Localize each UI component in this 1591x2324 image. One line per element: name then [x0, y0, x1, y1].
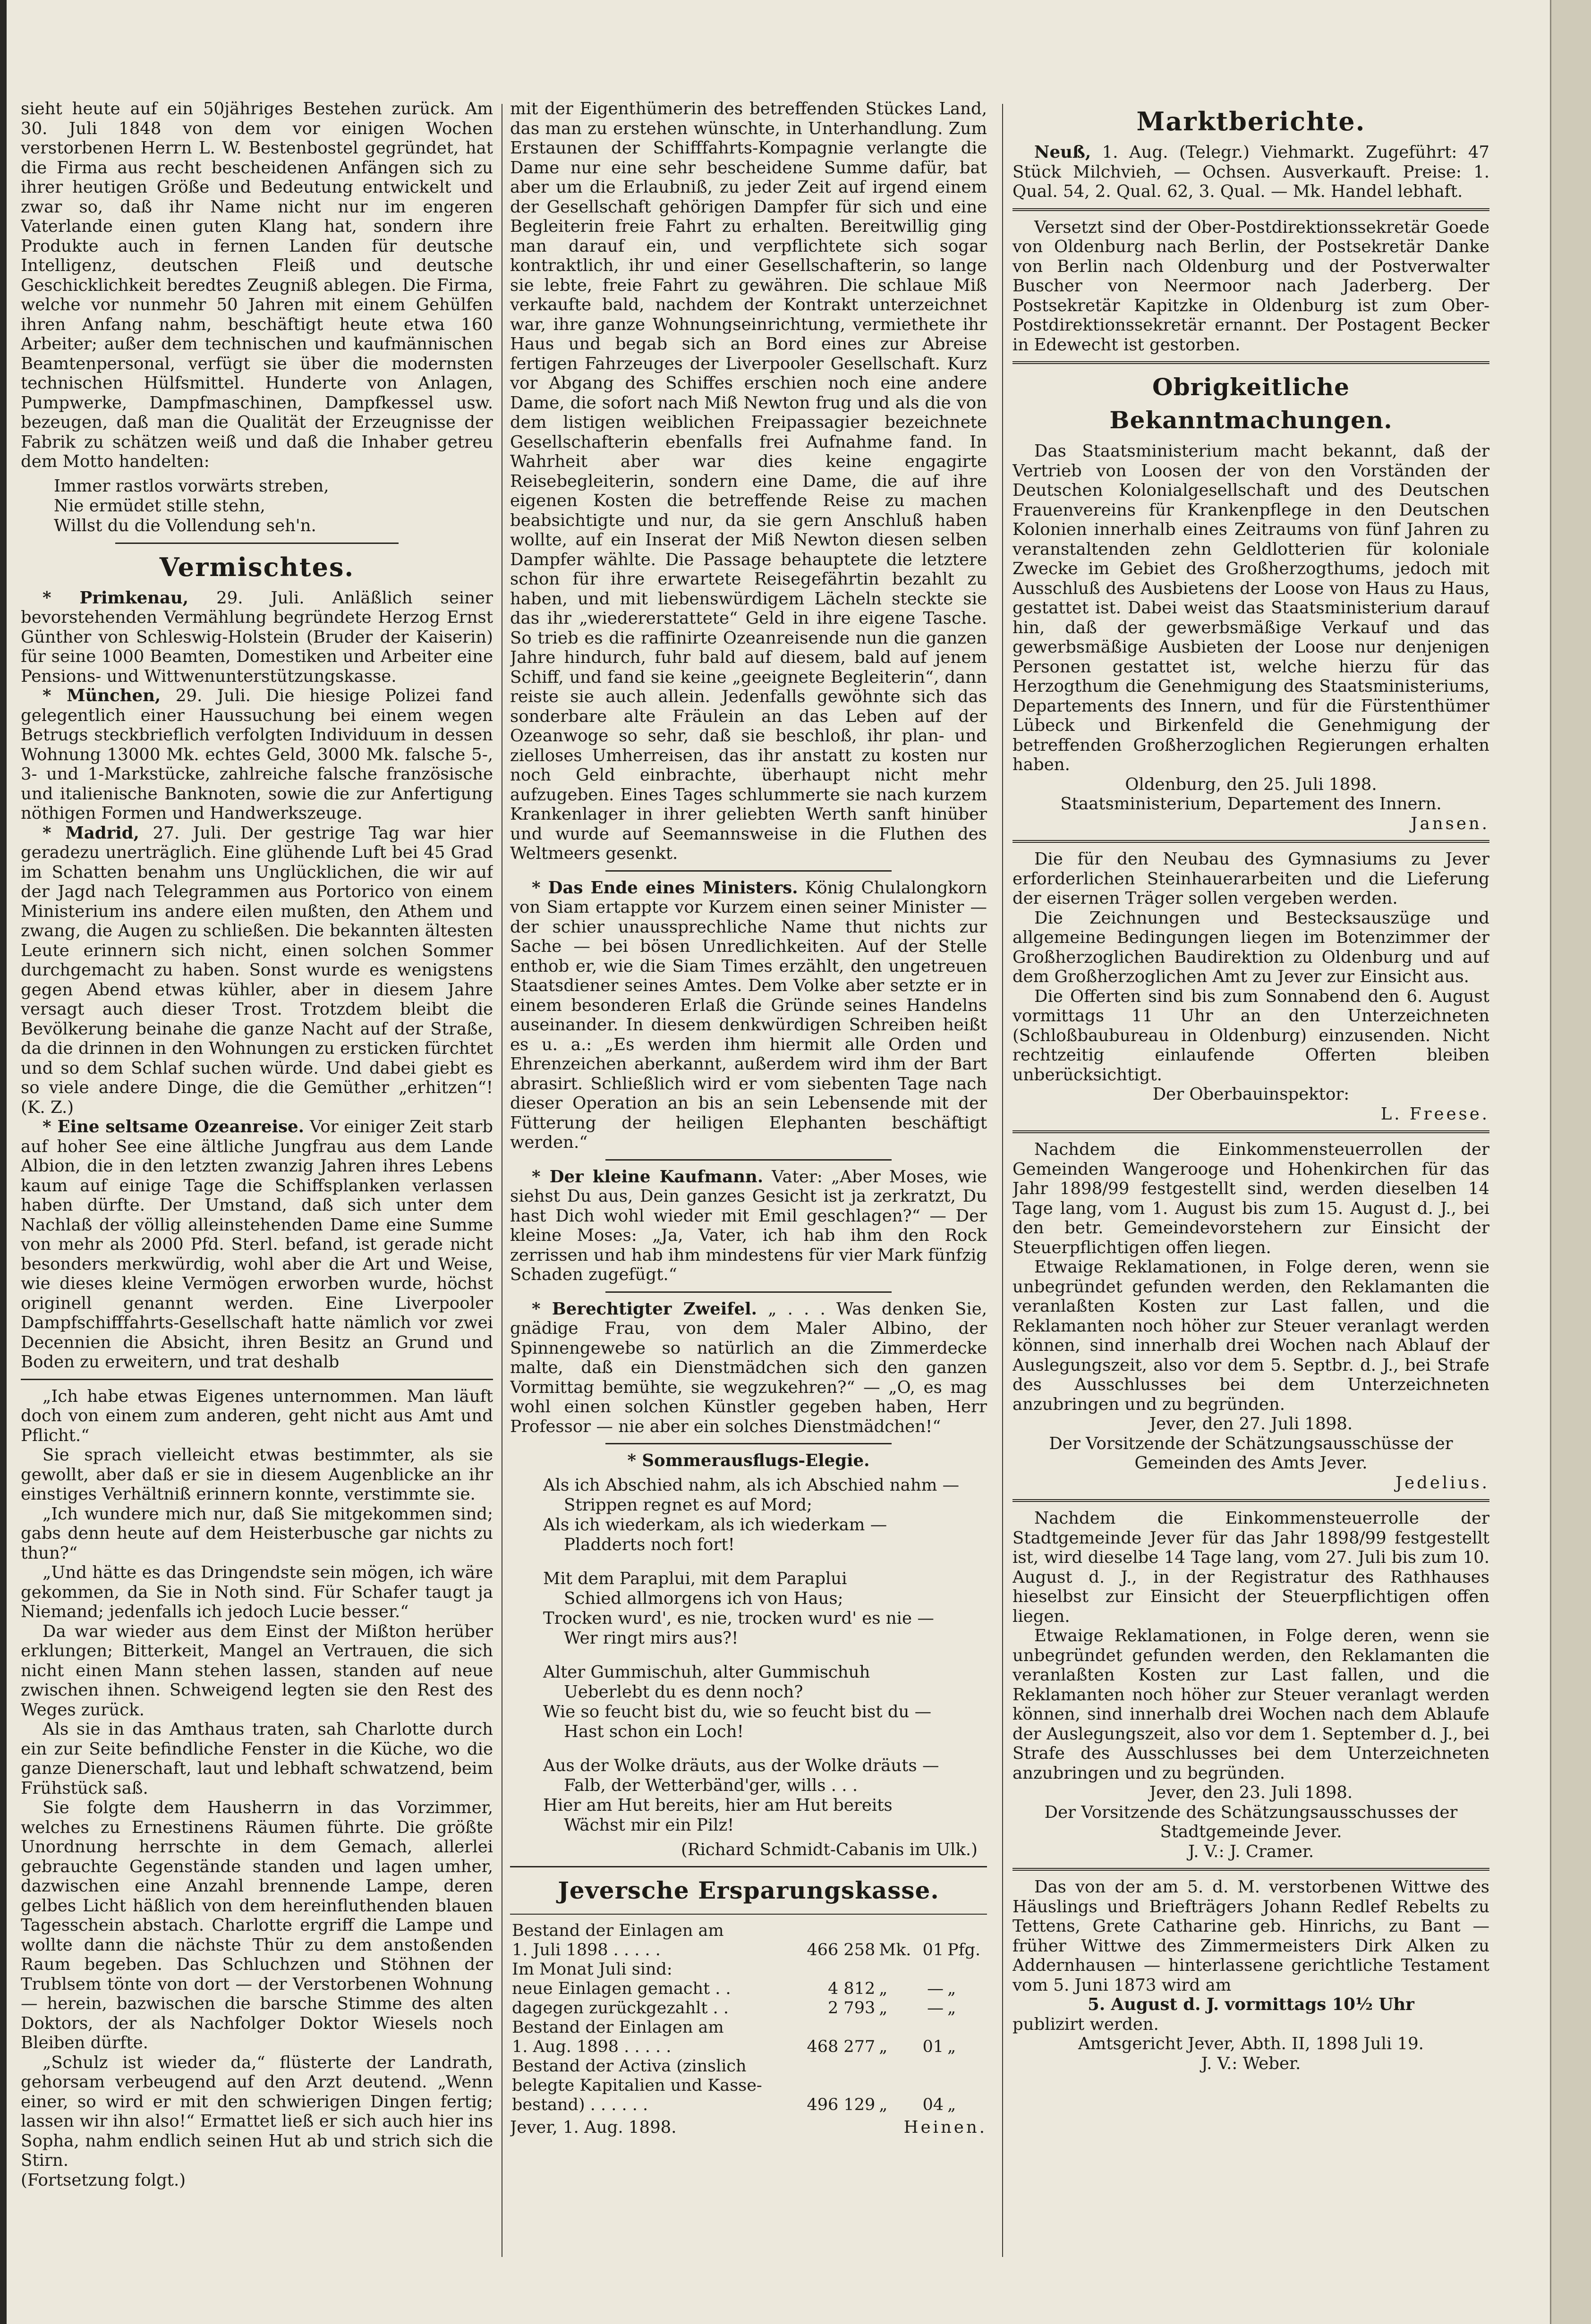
novel-paragraph: „Ich wundere mich nur, daß Sie mitgekommen sind; gabs denn heute auf dem Heisterbusche gar nichts zu thun?“: [21, 1504, 493, 1563]
novel-paragraph: „Und hätte es das Dringendste sein mögen, ich wäre gekommen, da Sie in Noth sind. Für Schafer taugt ja Niemand; jedenfalls ich jedoch Lucie besser.“: [21, 1563, 493, 1621]
table-row: [510, 2057, 987, 2076]
table-row: [510, 1960, 987, 1979]
news-item-place: * Madrid,: [43, 823, 139, 843]
row-pfennig: [918, 1921, 945, 1941]
row-unit2: „: [947, 2037, 956, 2056]
column-3: [1012, 99, 1489, 2252]
row-pfennig: [918, 2057, 945, 2076]
news-item-text: „ . . . Was denken Sie, gnädige Frau, von dem Maler Albino, der Spinnengewebe so natürlich an die Zimmerdecke malte, daß ein Dienstmädchen sich den ganzen Vormittag bemühte, sie wegzukehren?“ — „O, es mag wohl einen solchen Künstler gegeben haben, Herr Professor — nie aber ein solches Dienstmädchen!“: [510, 1299, 987, 1436]
row-unit2: [945, 2018, 987, 2037]
row-label: neue Einlagen gemacht . .: [512, 1979, 731, 1998]
poem-line: Als ich Abschied nahm, als ich Abschied nahm —: [543, 1475, 960, 1495]
row-label: Bestand der Activa (zinslich: [512, 2057, 747, 2076]
news-item-heading: * Berechtigter Zweifel.: [532, 1299, 757, 1319]
news-item-heading: * Das Ende eines Ministers.: [532, 878, 798, 898]
official-notice: [1012, 849, 1489, 1124]
table-row: [510, 2095, 987, 2115]
row-unit: Mk.: [879, 1941, 911, 1959]
notice-paragraph: Die Zeichnungen und Bestecksauszüge und allgemeine Bedingungen liegen im Botenzimmer der Großherzoglichen Baudirektion zu Oldenburg und auf dem Großherzoglichen Amt zu Jever zur Einsicht aus.: [1012, 908, 1489, 986]
divider: [1012, 1868, 1489, 1871]
row-label: Bestand der Einlagen am: [512, 2018, 724, 2037]
poem-line: Falb, der Wetterbänd'ger, wills . . .: [564, 1775, 858, 1795]
divider: [605, 1159, 892, 1161]
row-label: 1. Juli 1898 . . . . .: [512, 1941, 661, 1959]
poem-line: Ueberlebt du es denn noch?: [564, 1682, 803, 1702]
row-unit2: „: [947, 1979, 956, 1998]
news-item: [510, 1167, 987, 1285]
novel-paragraph: Sie folgte dem Hausherrn in das Vorzimmer, welches zu Ernestinens Räumen führte. Die größte Unordnung herrschte in dem Gemach, allerlei gebrauchte Gegenstände standen und lagen umher, dazwischen eine Anzahl brennende Lampe, deren gelbes Licht häßlich von dem hereinfluthenden blauen Tagesschein abstach. Charlotte ergriff die Lampe und wollte dann die nächste Thür zu dem anstoßenden Raum begeben. Das Schluchzen und Stöhnen der Trublsem tönte von dort — der Verstorbenen Wohnung — herein, bazwischen die barsche Stimme des alten Doktors, der als Nachfolger Doktor Wiesels noch Bleiben dürfte.: [21, 1798, 493, 2053]
notice-signature-line: Der Oberbauinspektor:: [1152, 1085, 1350, 1104]
row-unit: [877, 1921, 918, 1941]
notice-signature-line: Staatsministerium, Departement des Innern.: [1060, 794, 1442, 814]
news-item-text: 27. Juli. Der gestrige Tag war hier geradezu unerträglich. Eine glühende Luft bei 45 Grad im Schatten benahm uns Unglücklichen, die wir auf der Jagd nach Telegrammen aus Portorico von einem Ministerium ins andere eilen mußten, den Athem und zwang, die Augen zu schließen. Die bekannten ältesten Leute erinnern sich nicht, einen solchen Sommer durchgemacht zu haben. Sonst wurde es wenigstens gegen Abend etwas kühler, aber in diesem Jahre versagt auch dieser Trost. Trotzdem bleibt die Bevölkerung beinahe die ganze Nacht auf der Straße, da die drinnen in den Wohnungen zu ersticken fürchtet und so dem Schlaf suchen würde. Und dabei giebt es so viele andere Dinge, die die Gemüther „erhitzen“! (K. Z.): [21, 823, 493, 1117]
row-pfennig: [918, 2018, 945, 2037]
section-heading-vermischtes: Vermischtes.: [159, 551, 355, 582]
notice-signature-line: Jever, den 23. Juli 1898.: [1149, 1783, 1353, 1802]
poem-line: Aus der Wolke dräuts, aus der Wolke dräuts —: [543, 1756, 939, 1775]
row-unit2: Pfg.: [947, 1941, 981, 1959]
poem-line: Hast schon ein Loch!: [564, 1722, 744, 1741]
poem-line: Hier am Hut bereits, hier am Hut bereits: [543, 1795, 893, 1815]
vermischtes-items: [21, 588, 493, 1372]
news-item: [510, 878, 987, 1153]
poem-elegie: [543, 1476, 987, 1835]
news-item-heading: * Der kleine Kaufmann.: [532, 1167, 764, 1187]
novel-paragraph: „Ich habe etwas Eigenes unternommen. Man läuft doch von einem zum anderen, geht nicht aus Amt und Pflicht.“: [21, 1386, 493, 1445]
table-row: [510, 1941, 987, 1960]
divider: [510, 1866, 987, 1867]
divider: [1012, 840, 1489, 843]
section-heading-marktberichte: Marktberichte.: [1136, 106, 1366, 136]
novel-paragraph: Da war wieder aus dem Einst der Mißton herüber erklungen; Bitterkeit, Mangel an Vertrauen, die sich nicht einen Mann stehen lassen, standen auf neue zwischen ihnen. Schweigend legten sie den Rest des Weges zurück.: [21, 1621, 493, 1720]
row-unit: [877, 2076, 918, 2095]
factory-jubilee-article: [21, 99, 493, 472]
notice-signer: Jedelius.: [1395, 1473, 1489, 1493]
poem-line: Wächst mir ein Pilz!: [564, 1815, 734, 1835]
notice-paragraph: Das Staatsministerium macht bekannt, daß der Vertrieb von Loosen der von den Vorständen der Deutschen Kolonialgesellschaft und des Deutschen Frauenvereins für Krankenpflege in den Deutschen Kolonien innerhalb eines Zeitraums von fünf Jahren zu veranstaltenden zehn Geldlotterien für koloniale Zwecke im Gebiet des Großherzogthums, jedoch mit Ausschluß des Ausbietens der Loose von Haus zu Haus, gestattet ist. Dabei weist das Staatsministerium darauf hin, daß der gewerbsmäßige Verkauf und das gewerbsmäßige Ausbieten der Loose nur denjenigen Personen gestattet ist, welche hierzu für das Herzogthum die Genehmigung des Staatsministeriums, Departements des Innern, und für die Fürstenthümer Lübeck und Birkenfeld die Genehmigung der betreffenden Großherzoglichen Regierungen erhalten haben.: [1012, 441, 1489, 774]
news-item: [21, 1117, 493, 1372]
divider: [605, 1443, 892, 1444]
news-item-text: 29. Juli. Anläßlich seiner bevorstehenden Vermählung begründete Herzog Ernst Günther von Schleswig-Holstein (Bruder der Kaiserin) für seine 1000 Beamten, Domestiken und Arbeiter eine Pensions- und Wittwenunterstützungskasse.: [21, 588, 493, 686]
divider: [1012, 1499, 1489, 1502]
row-pfennig: [918, 1960, 945, 1979]
stanza-gap: [543, 1555, 987, 1569]
row-unit2: [945, 1921, 987, 1941]
notice-paragraph: Nachdem die Einkommensteuerrolle der Stadtgemeinde Jever für das Jahr 1898/99 festgestellt ist, wird dieselbe 14 Tage lang, vom 27. Juli bis zum 10. August d. J., in der Registratur des Rathhauses hieselbst zur Einsicht der Steuerpflichtigen offen liegen.: [1012, 1509, 1489, 1626]
row-unit: [877, 2018, 918, 2037]
next-page-edge: [1550, 0, 1591, 2324]
official-notice: [1012, 441, 1489, 833]
article-paragraph: sieht heute auf ein 50jähriges Bestehen zurück. Am 30. Juli 1848 von dem vor einigen Wochen verstorbenen Herrn L. W. Bestenbostel gegründet, hat die Firma aus recht bescheidenen Anfängen sich zu ihrer heutigen Größe und Bedeutung entwickelt und zwar so, daß ihr Name nicht nur im engeren Vaterlande einen guten Klang hat, sondern ihre Produkte auch in fernen Landen für deutsche Intelligenz, deutschen Fleiß und deutsche Geschicklichkeit beredtes Zeugniß ablegen. Die Firma, welche vor nunmehr 50 Jahren mit einem Gehülfen ihren Anfang nahm, beschäftigt heute etwa 160 Arbeiter; außer dem technischen und kaufmännischen Beamtenpersonal, verfügt sie über die modernsten technischen Hülfsmittel. Hunderte von Anlagen, Pumpwerke, Dampfmaschinen, Dampfkessel usw. bezeugen, daß man die Qualität der Erzeugnisse der Fabrik zu schätzen weiß und daß die Inhaber getreu dem Motto handelten:: [21, 99, 493, 471]
row-amount: [796, 2057, 877, 2076]
divider: [605, 870, 892, 872]
news-item: [510, 1299, 987, 1437]
divider: [510, 1914, 987, 1915]
table-row: [510, 2076, 987, 2095]
ocean-journey-continuation: [510, 99, 987, 864]
column-1: [21, 99, 493, 2252]
divider: [1012, 361, 1489, 364]
row-pfennig: [918, 2076, 945, 2095]
poem-line: Schied allmorgens ich von Haus;: [564, 1588, 843, 1608]
row-pfennig: 04: [922, 2095, 944, 2114]
row-unit2: [945, 1960, 987, 1979]
savings-bank-heading: Jeversche Ersparungskasse.: [558, 1876, 939, 1904]
row-amount: 4 812: [828, 1979, 876, 1998]
serial-novel: [21, 1387, 493, 2171]
row-label: dagegen zurückgezahlt . .: [512, 1999, 729, 2018]
row-amount: 496 129: [807, 2095, 876, 2114]
notice-signature-line: Der Vorsitzende des Schätzungsausschusses der Stadtgemeinde Jever.: [1044, 1802, 1458, 1841]
notice-paragraph: Die für den Neubau des Gymnasiums zu Jever erforderlichen Steinhauerarbeiten und die Lieferung der eisernen Träger sollen vergeben werden.: [1012, 849, 1489, 908]
news-item-text: Vor einiger Zeit starb auf hoher See eine ältliche Jungfrau aus dem Lande Albion, die in den letzten zwanzig Jahren ihres Lebens kaum auf einige Tage die Schiffsplanken verlassen haben dürfte. Der Umstand, daß sich unter dem Nachlaß der völlig alleinstehenden Dame eine Summe von mehr als 2000 Pfd. Sterl. befand, ist gerade nicht besonders merkwürdig, wohl aber die Art und Weise, wie dieses kleine Vermögen erworben wurde, höchst originell genannt werden. Eine Liverpooler Dampfschifffahrts-Gesellschaft hatte nämlich vor zwei Decennien die Absicht, ihren Besitz an Grund und Boden zu erweitern, und trat deshalb: [21, 1117, 493, 1372]
table-row: [510, 1979, 987, 1999]
motto-line: Immer rastlos vorwärts streben,: [54, 476, 329, 496]
row-unit: [877, 2057, 918, 2076]
poem-line: Alter Gummischuh, alter Gummischuh: [543, 1662, 870, 1682]
motto-line: Willst du die Vollendung seh'n.: [54, 516, 316, 535]
table-row: [510, 1921, 987, 1941]
savings-bank-signature: Heinen.: [903, 2118, 987, 2137]
market-place: Neuß,: [1034, 143, 1091, 162]
row-unit2: „: [947, 1999, 956, 2018]
poem-line: Wer ringt mirs aus?!: [564, 1628, 739, 1648]
column-2: [510, 99, 987, 2252]
notice-signature-line: Amtsgericht Jever, Abth. II, 1898 Juli 19.: [1078, 2034, 1424, 2053]
news-item: [21, 686, 493, 823]
motto-verse: [54, 476, 493, 536]
news-item-place: * München,: [43, 686, 161, 705]
poem-line: Wie so feucht bist du, wie so feucht bist du —: [543, 1702, 932, 1722]
row-amount: [796, 2076, 877, 2095]
notice-signer: L. Freese.: [1380, 1104, 1489, 1124]
row-unit2: [945, 2057, 987, 2076]
postal-staff-notice: Versetzt sind der Ober-Postdirektionssekretär Goede von Oldenburg nach Berlin, der Postsekretär Danke von Berlin nach Oldenburg und der Postverwalter Buscher von Neermoor nach Jaderberg. Der Postsekretär Kapitzke in Oldenburg ist zum Ober-Postdirektionssekretär ernannt. Der Postagent Becker in Edewecht ist gestorben.: [1012, 217, 1489, 355]
article-paragraph: mit der Eigenthümerin des betreffenden Stückes Land, das man zu erstehen wünschte, in Unterhandlung. Zum Erstaunen der Schifffahrts-Kompagnie verlangte die Dame nur eine sehr bescheidene Summe dafür, bat aber um die Erlaubniß, zu jeder Zeit auf irgend einem der Gesellschaft gehörigen Dampfer für sich und eine Begleiterin freie Fahrt zu erhalten. Bereitwillig ging man darauf ein, und verpflichtete sich sogar kontraktlich, ihr und einer Gesellschafterin, so lange sie lebte, freie Fahrt zu gewähren. Die schlaue Miß verkaufte bald, nachdem der Kontrakt unterzeichnet war, ihre ganze Wohnungseinrichtung, vermiethete ihr Haus und begab sich an Bord eines zur Abreise fertigen Fahrzeuges der Liverpooler Gesellschaft. Kurz vor Abgang des Schiffes erschien noch eine andere Dame, die sofort nach Miß Newton frug und als die von dem listigen weiblichen Freipassagier bezeichnete Gesellschafterin ebenfalls frei Aufnahme fand. In Wahrheit aber war dies keine engagirte Reisebegleiterin, sondern eine Dame, die auf ihre eigenen Kosten die betreffende Reise zu machen beabsichtigte und nur, da sie gern Anschluß haben wollte, auf ein Inserat der Miß Newton diesen selben Dampfer wählte. Die Passage behauptete die letztere schon für ihre erwartete Reisegefährtin bezahlt zu haben, und mit liebenswürdigem Lächeln steckte sie das ihr „wiedererstattete“ Geld in ihre eigene Tasche. So trieb es die raffinirte Ozeanreisende nun die ganzen Jahre hindurch, fuhr bald auf diesem, bald auf jenem Schiff, und fand sie keine „geeignete Begleiterin“, dann reiste sie auch allein. Jedenfalls gewöhnte sich das sonderbare alte Fräulein an das Leben auf der Ozeanwoge so sehr, daß sie beschloß, ihr plan- und zielloses Umherreisen, das ihr anstatt zu kosten nur noch Geld einbrachte, überhaupt nicht mehr aufzugeben. Eines Tages schlummerte sie nach kurzem Krankenlager in ihrer geliebten Werth sanft hinüber und wurde auf Seemannsweise in die Fluthen des Weltmeers gesenkt.: [510, 99, 987, 863]
row-unit2: [945, 2076, 987, 2095]
row-pfennig: 01: [922, 1941, 944, 1959]
divider: [21, 1379, 493, 1380]
row-amount: [796, 1960, 877, 1979]
divider: [605, 1291, 892, 1293]
notice-after: publizirt werden.: [1012, 2014, 1159, 2034]
miscellany-items: [510, 878, 987, 1437]
market-text: 1. Aug. (Telegr.) Viehmarkt. Zugeführt: 47 Stück Milchvieh, — Ochsen. Ausverkauft. Preise: 1. Qual. 54, 2. Qual. 62, 3. Qual. — Mk. Handel lebhaft.: [1012, 143, 1489, 201]
row-unit: „: [879, 1979, 888, 1998]
poem-line: Mit dem Paraplui, mit dem Paraplui: [543, 1569, 847, 1588]
novel-paragraph: „Schulz ist wieder da,“ flüsterte der Landrath, gehorsam verbeugend auf den Arzt deutend. „Wenn einer, so wird er mit den schwierigen Dingen fertig; lassen wir ihn also!“ Ermattet ließ er sich auch hier ins Sopha, nahm endlich seinen Hut ab und strich sich die Stirn.: [21, 2053, 493, 2170]
stanza-gap: [543, 1742, 987, 1756]
poem-line: Trocken wurd', es nie, trocken wurd' es nie —: [543, 1608, 934, 1628]
section-heading-official-notices: Obrigkeitliche Bekanntmachungen.: [1109, 373, 1393, 434]
column-rule-2: [1002, 104, 1003, 2257]
row-amount: [796, 2018, 877, 2037]
news-item-text: 29. Juli. Die hiesige Polizei fand gelegentlich einer Haussuchung bei einem wegen Betrugs steckbrieflich verfolgten Individuum in dessen Wohnung 13000 Mk. echtes Geld, 3000 Mk. falsche 5-, 3- und 1-Markstücke, zahlreiche falsche französische und italienische Banknoten, sowie die zur Anfertigung nöthigen Formen und Handwerkszeuge.: [21, 686, 493, 823]
news-item-text: König Chulalongkorn von Siam ertappte vor Kurzem einen seiner Minister — der schier unaussprechliche Name thut nichts zur Sache — bei bösen Unredlichkeiten. Auf der Stelle enthob er, wie die Siam Times erzählt, den ungetreuen Staatsdiener seines Amtes. Dem Volke aber setzte er in einem besonderen Erlaß die Gründe seines Handelns auseinander. In diesem denkwürdigen Schreiben heißt es u. a.: „Es werden ihm hiermit alle Orden und Ehrenzeichen aberkannt, außerdem wird ihm der Bart abrasirt. Schließlich wird er vom siebenten Tage nach dieser Operation an bis an sein Lebensende mit der Fütterung der heiligen Elephanten beschäftigt werden.“: [510, 878, 987, 1152]
notice-signature-line: Der Vorsitzende der Schätzungsausschüsse der Gemeinden des Amts Jever.: [1049, 1433, 1453, 1473]
notice-signature-line: Oldenburg, den 25. Juli 1898.: [1125, 774, 1377, 794]
divider: [1012, 208, 1489, 211]
row-unit: [877, 1960, 918, 1979]
news-item-text: Vater: „Aber Moses, wie siehst Du aus, Dein ganzes Gesicht ist ja zerkratzt, Du hast Dich wohl wieder mit Emil geschlagen?“ — Der kleine Moses: „Ja, Vater, ich hab ihm den Rock zerrissen und hab ihm mindestens für vier Mark fünfzig Schaden zugefügt.“: [510, 1167, 987, 1284]
news-item-place: * Eine seltsame Ozeanreise.: [43, 1117, 305, 1137]
motto-line: Nie ermüdet stille stehn,: [54, 496, 265, 516]
newspaper-page: [7, 0, 1550, 2324]
notice-paragraph: Etwaige Reklamationen, in Folge deren, wenn sie unbegründet gefunden werden, den Reklamanten die veranlaßten Kosten zur Last fallen, und die Reklamanten noch höher zur Steuer veranlagt werden können, sind innerhalb drei Wochen nach Ablauf der Auslegungszeit, also vor dem 5. Septbr. d. J., bei Strafe des Ausschlusses bei dem Unterzeichneten anzubringen und zu begründen.: [1012, 1257, 1489, 1414]
poem-line: Strippen regnet es auf Mord;: [564, 1495, 812, 1515]
notice-signature-line: J. V.: Weber.: [1201, 2053, 1301, 2073]
row-label: bestand) . . . . . .: [512, 2095, 648, 2114]
row-pfennig: —: [927, 1999, 944, 2018]
notice-paragraph: Etwaige Reklamationen, in Folge deren, wenn sie unbegründet gefunden werden, den Reklamanten die veranlaßten Kosten zur Last fallen, und die Reklamanten noch höher zur Steuer veranlagt werden können, sind innerhalb drei Wochen nach dem Ablaufe der Auslegungszeit, also vor dem 1. September d. J., bei Strafe des Ausschlusses bei dem Unterzeichneten anzubringen und zu begründen.: [1012, 1626, 1489, 1783]
savings-bank-table: [510, 1921, 987, 2115]
official-notice: [1012, 1509, 1489, 1861]
poem-author: (Richard Schmidt-Cabanis im Ulk.): [681, 1840, 978, 1859]
news-item: [21, 588, 493, 687]
notice-paragraph: Die Offerten sind bis zum Sonnabend den 6. August vormittags 11 Uhr an den Unterzeichneten (Schloßbaubureau in Oldenburg) einzusenden. Nicht rechtzeitig einlaufende Offerten bleiben unberücksichtigt.: [1012, 986, 1489, 1085]
savings-bank-place-date: Jever, 1. Aug. 1898.: [510, 2118, 677, 2137]
row-label: Im Monat Juli sind:: [512, 1960, 672, 1979]
novel-continuation-note: (Fortsetzung folgt.): [21, 2170, 186, 2190]
row-amount: 466 258: [807, 1941, 876, 1959]
market-item: [1012, 143, 1489, 202]
divider: [1012, 1130, 1489, 1133]
poem-title: * Sommerausflugs-Elegie.: [627, 1451, 870, 1470]
novel-paragraph: Als sie in das Amthaus traten, sah Charlotte durch ein zur Seite befindliche Fenster in die Küche, wo die ganze Dienerschaft, laut und lebhaft schwatzend, beim Frühstück saß.: [21, 1720, 493, 1798]
notice-paragraph: Das von der am 5. d. M. verstorbenen Wittwe des Häuslings und Briefträgers Johann Redlef Rebelts zu Tettens, Grete Catharine geb. Hinrichs, zu Bant — früher Wittwe des Zimmermeisters Dirk Alken zu Addernhausen — hinterlassene gerichtliche Testament vom 5. Juni 1873 wird am: [1012, 1877, 1489, 1995]
poem-line: Als ich wiederkam, als ich wiederkam —: [543, 1515, 887, 1535]
notice-signature-line: J. V.: J. Cramer.: [1188, 1841, 1314, 1861]
table-row: [510, 2037, 987, 2057]
notice-date-bold: 5. August d. J. vormittags 10½ Uhr: [1088, 1995, 1414, 2014]
scan-left-edge: [0, 0, 7, 2324]
market-report: [1012, 143, 1489, 202]
novel-paragraph: Sie sprach vielleicht etwas bestimmter, als sie gewollt, aber daß er sie in diesem Augenblicke an ihr einstiges Verhältniß erinnern konnte, verstimmte sie.: [21, 1445, 493, 1504]
row-amount: 2 793: [828, 1999, 876, 2018]
notice-signature-line: Jever, den 27. Juli 1898.: [1149, 1414, 1353, 1433]
row-unit: „: [879, 2095, 888, 2114]
notice-signer: Jansen.: [1411, 814, 1489, 833]
news-item: [21, 823, 493, 1118]
row-unit: „: [879, 1999, 888, 2018]
row-amount: [796, 1921, 877, 1941]
official-notice: [1012, 1877, 1489, 2073]
row-unit: „: [879, 2037, 888, 2056]
row-label: 1. Aug. 1898 . . . . .: [512, 2037, 672, 2056]
row-unit2: „: [947, 2095, 956, 2114]
divider: [115, 543, 399, 544]
stanza-gap: [543, 1648, 987, 1662]
row-amount: 468 277: [807, 2037, 876, 2056]
poem-line: Pladderts noch fort!: [564, 1535, 735, 1554]
official-notice: [1012, 1140, 1489, 1493]
table-row: [510, 1999, 987, 2018]
news-item-place: * Primkenau,: [43, 588, 189, 608]
official-notices: [1012, 441, 1489, 2073]
notice-paragraph: Nachdem die Einkommensteuerrollen der Gemeinden Wangerooge und Hohenkirchen für das Jahr 1898/99 festgestellt sind, werden dieselben 14 Tage lang, vom 1. August bis zum 15. August d. J., bei den betr. Gemeindevorstehern zur Einsicht der Steuerpflichtigen offen liegen.: [1012, 1140, 1489, 1257]
row-pfennig: —: [927, 1979, 944, 1998]
row-pfennig: 01: [922, 2037, 944, 2056]
row-label: belegte Kapitalien und Kasse-: [512, 2076, 762, 2095]
table-row: [510, 2018, 987, 2037]
row-label: Bestand der Einlagen am: [512, 1921, 724, 1940]
